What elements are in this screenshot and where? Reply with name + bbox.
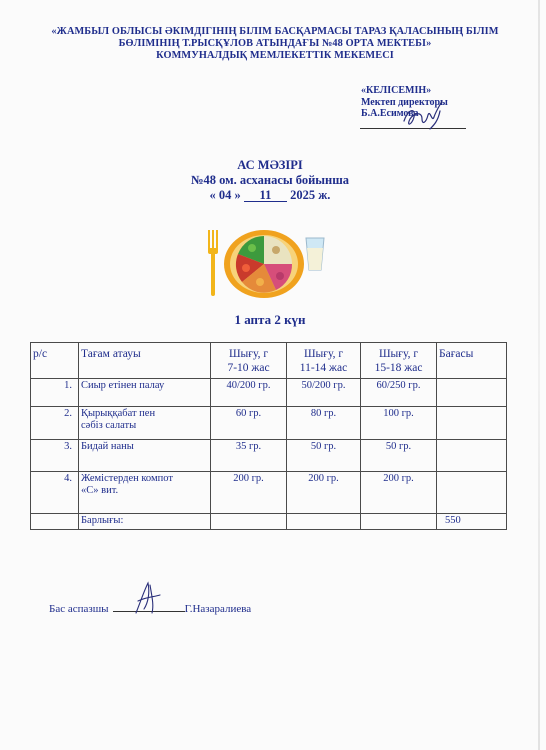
- total-value: 550: [437, 514, 507, 530]
- school-header: [20, 26, 530, 62]
- approval-position: Мектеп директоры: [361, 96, 448, 108]
- menu-title: АС МӘЗІРІ: [237, 158, 303, 172]
- chef-signature: [130, 579, 166, 617]
- header-price: Бағасы: [437, 343, 507, 379]
- header-age-11-14: Шығу, г 11-14 жас: [287, 343, 361, 379]
- total-label: Барлығы:: [79, 514, 211, 530]
- header-num: р/с: [31, 343, 79, 379]
- approval-name: Б.А.Есимова: [361, 108, 419, 119]
- scan-edge: [538, 0, 540, 750]
- date-day: « 04 »: [209, 188, 241, 202]
- chef-label: Бас аспазшы: [49, 603, 109, 615]
- approval-label: «КЕЛІСЕМІН»: [361, 85, 432, 96]
- menu-subtitle: №48 ом. асханасы бойынша: [190, 173, 350, 187]
- header-line-3: КОММУНАЛДЫҚ МЕМЛЕКЕТТІК МЕКЕМЕСІ: [156, 50, 394, 61]
- week-day-label: 1 апта 2 күн: [234, 312, 306, 327]
- director-signature: [400, 99, 446, 133]
- table-row: 3. Бидай наны 35 гр. 50 гр. 50 гр.: [31, 440, 507, 472]
- header-line-2: БӨЛІМІНІҢ Т.РЫСҚҰЛОВ АТЫНДАҒЫ №48 ОРТА МЕКТЕБІ»: [118, 38, 432, 49]
- date-month: 11: [244, 189, 287, 202]
- table-row: 4. Жемістерден компот «С» вит. 200 гр. 200 гр. 200 гр.: [31, 472, 507, 514]
- header-name: Тағам атауы: [79, 343, 211, 379]
- header-age-7-10: Шығу, г 7-10 жас: [211, 343, 287, 379]
- menu-date: [150, 188, 390, 203]
- table-row: 2. Қырыққабат пен сәбіз салаты 60 гр. 80 гр. 100 гр.: [31, 407, 507, 440]
- table-row: 1. Сиыр етінен палау 40/200 гр. 50/200 гр. 60/250 гр.: [31, 379, 507, 407]
- table-header-row: [31, 343, 507, 379]
- header-line-1: «ЖАМБЫЛ ОБЛЫСЫ ӘКІМДІГІНІҢ БІЛІМ БАСҚАРМАСЫ ТАРАЗ ҚАЛАСЫНЫҢ БІЛІМ: [51, 26, 499, 37]
- header-age-15-18: Шығу, г 15-18 жас: [361, 343, 437, 379]
- menu-table: [30, 342, 507, 530]
- menu-title-block: [150, 158, 390, 203]
- chef-name: Г.Назаралиева: [184, 603, 252, 615]
- date-year: 2025 ж.: [290, 188, 331, 202]
- table-total-row: [31, 514, 507, 530]
- food-plate-illustration: [202, 224, 336, 300]
